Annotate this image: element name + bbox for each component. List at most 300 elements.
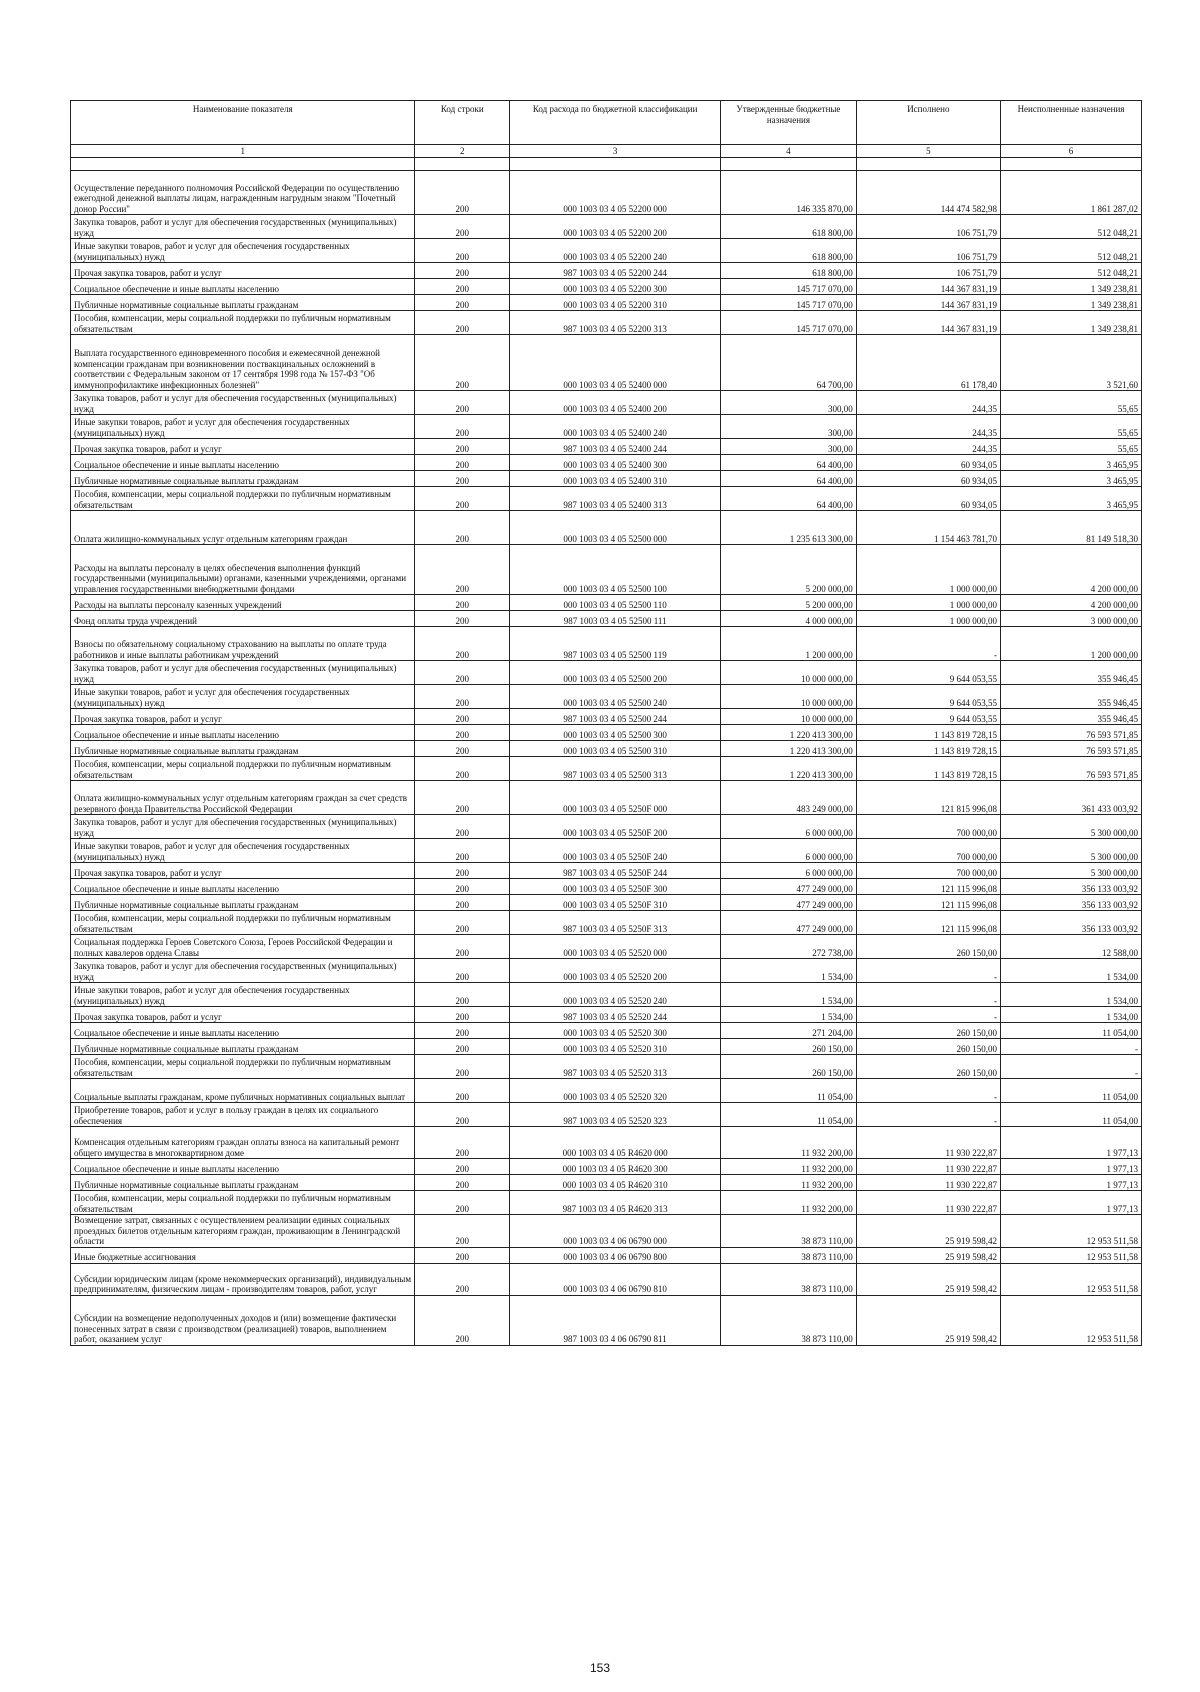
row-name: Субсидии юридическим лицам (кроме некоммерческих организаций), индивидуальным предпринимателям, физическим лицам - производителям товаров, работ, услуг: [71, 1263, 415, 1295]
table-row: [71, 627, 1142, 661]
row-approved: 11 932 200,00: [721, 1191, 857, 1215]
row-line-code: 200: [415, 279, 510, 295]
table-row: [71, 511, 1142, 545]
table-row: [71, 959, 1142, 983]
row-unexecuted: 1 977,13: [1000, 1175, 1141, 1191]
row-expense-code: 987 1003 03 4 06 06790 811: [510, 1295, 721, 1345]
row-expense-code: 000 1003 03 4 05 52400 310: [510, 471, 721, 487]
row-name: Расходы на выплаты персоналу казенных учреждений: [71, 595, 415, 611]
row-executed: 25 919 598,42: [856, 1295, 1000, 1345]
row-line-code: 200: [415, 1175, 510, 1191]
table-row: [71, 685, 1142, 709]
table-row: [71, 911, 1142, 935]
row-expense-code: 000 1003 03 4 05 52200 200: [510, 215, 721, 239]
table-row: [71, 279, 1142, 295]
row-line-code: 200: [415, 1295, 510, 1345]
row-executed: 260 150,00: [856, 1055, 1000, 1079]
row-unexecuted: 11 054,00: [1000, 1079, 1141, 1103]
row-line-code: 200: [415, 1159, 510, 1175]
row-approved: 1 534,00: [721, 983, 857, 1007]
row-executed: 1 143 819 728,15: [856, 725, 1000, 741]
row-line-code: 200: [415, 1103, 510, 1127]
row-name: Пособия, компенсации, меры социальной поддержки по публичным нормативным обязательствам: [71, 311, 415, 335]
column-number-row: [71, 145, 1142, 158]
row-expense-code: 000 1003 03 4 06 06790 810: [510, 1263, 721, 1295]
row-executed: 260 150,00: [856, 1023, 1000, 1039]
row-executed: 106 751,79: [856, 215, 1000, 239]
table-row: [71, 239, 1142, 263]
row-approved: 6 000 000,00: [721, 839, 857, 863]
column-number: 4: [721, 145, 857, 158]
row-executed: 106 751,79: [856, 239, 1000, 263]
row-name: Оплата жилищно-коммунальных услуг отдельным категориям граждан: [71, 511, 415, 545]
row-approved: 1 534,00: [721, 1007, 857, 1023]
table-row: [71, 391, 1142, 415]
row-expense-code: 000 1003 03 4 05 5250F 300: [510, 879, 721, 895]
table-row: [71, 661, 1142, 685]
table-row: [71, 1007, 1142, 1023]
spacer-row: [71, 158, 1142, 171]
row-expense-code: 000 1003 03 4 05 52500 310: [510, 741, 721, 757]
row-unexecuted: 3 000 000,00: [1000, 611, 1141, 627]
row-approved: 1 220 413 300,00: [721, 741, 857, 757]
table-row: [71, 1175, 1142, 1191]
row-unexecuted: 4 200 000,00: [1000, 545, 1141, 595]
table-row: [71, 709, 1142, 725]
row-name: Закупка товаров, работ и услуг для обеспечения государственных (муниципальных) нужд: [71, 215, 415, 239]
row-unexecuted: 3 465,95: [1000, 455, 1141, 471]
row-unexecuted: 12 953 511,58: [1000, 1215, 1141, 1248]
row-approved: 6 000 000,00: [721, 863, 857, 879]
row-unexecuted: -: [1000, 1039, 1141, 1055]
row-line-code: 200: [415, 685, 510, 709]
row-unexecuted: 1 534,00: [1000, 983, 1141, 1007]
row-name: Публичные нормативные социальные выплаты гражданам: [71, 1175, 415, 1191]
row-unexecuted: 355 946,45: [1000, 709, 1141, 725]
row-unexecuted: 12 953 511,58: [1000, 1247, 1141, 1263]
row-line-code: 200: [415, 1079, 510, 1103]
row-unexecuted: 55,65: [1000, 439, 1141, 455]
row-approved: 11 932 200,00: [721, 1175, 857, 1191]
row-expense-code: 000 1003 03 4 05 R4620 310: [510, 1175, 721, 1191]
row-name: Прочая закупка товаров, работ и услуг: [71, 1007, 415, 1023]
header-executed: Исполнено: [856, 101, 1000, 145]
row-expense-code: 000 1003 03 4 05 52200 310: [510, 295, 721, 311]
row-approved: 1 200 000,00: [721, 627, 857, 661]
row-line-code: 200: [415, 1023, 510, 1039]
table-row: [71, 815, 1142, 839]
table-row: [71, 839, 1142, 863]
row-name: Закупка товаров, работ и услуг для обеспечения государственных (муниципальных) нужд: [71, 815, 415, 839]
row-line-code: 200: [415, 391, 510, 415]
row-executed: -: [856, 1103, 1000, 1127]
row-expense-code: 000 1003 03 4 05 52200 000: [510, 171, 721, 215]
row-approved: 64 400,00: [721, 455, 857, 471]
row-approved: 300,00: [721, 415, 857, 439]
row-expense-code: 000 1003 03 4 05 52500 100: [510, 545, 721, 595]
table-row: [71, 935, 1142, 959]
row-name: Иные закупки товаров, работ и услуг для обеспечения государственных (муниципальных) нужд: [71, 983, 415, 1007]
row-unexecuted: 1 977,13: [1000, 1159, 1141, 1175]
row-expense-code: 987 1003 03 4 05 52200 244: [510, 263, 721, 279]
row-name: Компенсация отдельным категориям граждан оплаты взноса на капитальный ремонт общего имущества в многоквартирном доме: [71, 1127, 415, 1159]
row-line-code: 200: [415, 1055, 510, 1079]
row-line-code: 200: [415, 709, 510, 725]
table-row: [71, 1159, 1142, 1175]
table-row: [71, 295, 1142, 311]
row-expense-code: 000 1003 03 4 05 52400 300: [510, 455, 721, 471]
row-line-code: 200: [415, 815, 510, 839]
row-approved: 477 249 000,00: [721, 911, 857, 935]
row-name: Публичные нормативные социальные выплаты гражданам: [71, 895, 415, 911]
table-row: [71, 487, 1142, 511]
row-name: Социальное обеспечение и иные выплаты населению: [71, 455, 415, 471]
row-line-code: 200: [415, 983, 510, 1007]
row-unexecuted: 12 953 511,58: [1000, 1263, 1141, 1295]
row-line-code: 200: [415, 611, 510, 627]
header-line-code: Код строки: [415, 101, 510, 145]
row-line-code: 200: [415, 757, 510, 781]
row-approved: 1 220 413 300,00: [721, 725, 857, 741]
row-approved: 477 249 000,00: [721, 895, 857, 911]
row-approved: 11 054,00: [721, 1079, 857, 1103]
page-number: 153: [589, 1661, 611, 1675]
row-expense-code: 987 1003 03 4 05 52400 244: [510, 439, 721, 455]
row-executed: 144 367 831,19: [856, 295, 1000, 311]
row-name: Закупка товаров, работ и услуг для обеспечения государственных (муниципальных) нужд: [71, 391, 415, 415]
row-executed: 144 367 831,19: [856, 279, 1000, 295]
row-unexecuted: 11 054,00: [1000, 1023, 1141, 1039]
row-approved: 64 400,00: [721, 487, 857, 511]
row-line-code: 200: [415, 1007, 510, 1023]
row-expense-code: 000 1003 03 4 05 R4620 300: [510, 1159, 721, 1175]
row-line-code: 200: [415, 471, 510, 487]
row-name: Иные закупки товаров, работ и услуг для обеспечения государственных (муниципальных) нужд: [71, 839, 415, 863]
row-approved: 10 000 000,00: [721, 661, 857, 685]
row-expense-code: 000 1003 03 4 05 52520 300: [510, 1023, 721, 1039]
row-line-code: 200: [415, 863, 510, 879]
table-row: [71, 415, 1142, 439]
row-line-code: 200: [415, 627, 510, 661]
row-line-code: 200: [415, 1039, 510, 1055]
row-expense-code: 987 1003 03 4 05 52200 313: [510, 311, 721, 335]
row-line-code: 200: [415, 171, 510, 215]
row-executed: 121 115 996,08: [856, 911, 1000, 935]
row-expense-code: 000 1003 03 4 05 52400 240: [510, 415, 721, 439]
row-executed: 25 919 598,42: [856, 1215, 1000, 1248]
row-executed: 25 919 598,42: [856, 1263, 1000, 1295]
header-row: [71, 101, 1142, 145]
row-unexecuted: 356 133 003,92: [1000, 895, 1141, 911]
row-executed: 260 150,00: [856, 935, 1000, 959]
row-unexecuted: 76 593 571,85: [1000, 757, 1141, 781]
row-expense-code: 987 1003 03 4 05 5250F 313: [510, 911, 721, 935]
row-line-code: 200: [415, 487, 510, 511]
row-expense-code: 000 1003 03 4 05 52520 310: [510, 1039, 721, 1055]
row-executed: 700 000,00: [856, 815, 1000, 839]
table-row: [71, 1103, 1142, 1127]
row-approved: 6 000 000,00: [721, 815, 857, 839]
row-expense-code: 987 1003 03 4 05 52500 313: [510, 757, 721, 781]
row-executed: 106 751,79: [856, 263, 1000, 279]
row-unexecuted: 1 861 287,02: [1000, 171, 1141, 215]
row-executed: 25 919 598,42: [856, 1247, 1000, 1263]
row-line-code: 200: [415, 335, 510, 391]
row-unexecuted: 4 200 000,00: [1000, 595, 1141, 611]
table-row: [71, 725, 1142, 741]
row-unexecuted: 55,65: [1000, 415, 1141, 439]
column-number: 6: [1000, 145, 1141, 158]
row-unexecuted: 5 300 000,00: [1000, 815, 1141, 839]
row-approved: 1 235 613 300,00: [721, 511, 857, 545]
row-line-code: 200: [415, 1191, 510, 1215]
row-executed: 244,35: [856, 391, 1000, 415]
column-number: 1: [71, 145, 415, 158]
row-approved: 11 932 200,00: [721, 1127, 857, 1159]
row-name: Пособия, компенсации, меры социальной поддержки по публичным нормативным обязательствам: [71, 757, 415, 781]
row-approved: 618 800,00: [721, 239, 857, 263]
row-executed: 121 815 996,08: [856, 781, 1000, 815]
row-name: Иные закупки товаров, работ и услуг для обеспечения государственных (муниципальных) нужд: [71, 415, 415, 439]
row-line-code: 200: [415, 1247, 510, 1263]
row-unexecuted: 76 593 571,85: [1000, 741, 1141, 757]
row-name: Социальное обеспечение и иные выплаты населению: [71, 879, 415, 895]
row-name: Иные закупки товаров, работ и услуг для обеспечения государственных (муниципальных) нужд: [71, 239, 415, 263]
row-name: Субсидии на возмещение недополученных доходов и (или) возмещение фактически понесенных затрат в связи с производством (реализацией) товаров, выполнением работ, оказанием услуг: [71, 1295, 415, 1345]
column-number: 2: [415, 145, 510, 158]
row-expense-code: 987 1003 03 4 05 52500 244: [510, 709, 721, 725]
row-unexecuted: 12 953 511,58: [1000, 1295, 1141, 1345]
row-expense-code: 987 1003 03 4 05 52500 111: [510, 611, 721, 627]
row-executed: 1 143 819 728,15: [856, 741, 1000, 757]
row-name: Прочая закупка товаров, работ и услуг: [71, 863, 415, 879]
row-executed: 144 367 831,19: [856, 311, 1000, 335]
row-executed: 61 178,40: [856, 335, 1000, 391]
row-approved: 11 932 200,00: [721, 1159, 857, 1175]
row-executed: 144 474 582,98: [856, 171, 1000, 215]
row-expense-code: 000 1003 03 4 05 52200 300: [510, 279, 721, 295]
row-name: Возмещение затрат, связанных с осуществлением реализации единых социальных проездных билетов отдельным категориям граждан, проживающим в Ленинградской области: [71, 1215, 415, 1248]
row-unexecuted: 356 133 003,92: [1000, 911, 1141, 935]
row-approved: 272 738,00: [721, 935, 857, 959]
table-row: [71, 1215, 1142, 1248]
table-row: [71, 595, 1142, 611]
row-expense-code: 000 1003 03 4 05 52500 240: [510, 685, 721, 709]
report-sheet: [70, 100, 1142, 1346]
row-expense-code: 987 1003 03 4 05 52400 313: [510, 487, 721, 511]
row-approved: 260 150,00: [721, 1055, 857, 1079]
row-unexecuted: 12 588,00: [1000, 935, 1141, 959]
row-executed: 1 143 819 728,15: [856, 757, 1000, 781]
column-number: 5: [856, 145, 1000, 158]
row-executed: 1 000 000,00: [856, 545, 1000, 595]
row-expense-code: 000 1003 03 4 05 52500 000: [510, 511, 721, 545]
header-expense-code: Код расхода по бюджетной классификации: [510, 101, 721, 145]
row-approved: 11 054,00: [721, 1103, 857, 1127]
table-row: [71, 741, 1142, 757]
row-name: Пособия, компенсации, меры социальной поддержки по публичным нормативным обязательствам: [71, 1055, 415, 1079]
row-name: Иные закупки товаров, работ и услуг для обеспечения государственных (муниципальных) нужд: [71, 685, 415, 709]
table-body: [71, 171, 1142, 1346]
row-executed: 11 930 222,87: [856, 1159, 1000, 1175]
row-expense-code: 000 1003 03 4 06 06790 800: [510, 1247, 721, 1263]
row-unexecuted: 361 433 003,92: [1000, 781, 1141, 815]
row-line-code: 200: [415, 661, 510, 685]
row-expense-code: 000 1003 03 4 05 52520 200: [510, 959, 721, 983]
row-line-code: 200: [415, 545, 510, 595]
row-expense-code: 987 1003 03 4 05 5250F 244: [510, 863, 721, 879]
row-approved: 64 400,00: [721, 471, 857, 487]
table-row: [71, 1127, 1142, 1159]
row-expense-code: 000 1003 03 4 05 52500 110: [510, 595, 721, 611]
row-unexecuted: 1 534,00: [1000, 1007, 1141, 1023]
row-line-code: 200: [415, 839, 510, 863]
row-expense-code: 000 1003 03 4 05 5250F 200: [510, 815, 721, 839]
row-approved: 271 204,00: [721, 1023, 857, 1039]
row-unexecuted: 1 534,00: [1000, 959, 1141, 983]
row-name: Закупка товаров, работ и услуг для обеспечения государственных (муниципальных) нужд: [71, 661, 415, 685]
row-executed: 9 644 053,55: [856, 685, 1000, 709]
row-line-code: 200: [415, 595, 510, 611]
row-executed: 60 934,05: [856, 487, 1000, 511]
row-approved: 145 717 070,00: [721, 295, 857, 311]
row-executed: 1 000 000,00: [856, 595, 1000, 611]
row-name: Социальное обеспечение и иные выплаты населению: [71, 279, 415, 295]
row-unexecuted: 3 521,60: [1000, 335, 1141, 391]
row-line-code: 200: [415, 911, 510, 935]
row-unexecuted: 355 946,45: [1000, 661, 1141, 685]
row-unexecuted: 5 300 000,00: [1000, 839, 1141, 863]
row-expense-code: 000 1003 03 4 05 R4620 000: [510, 1127, 721, 1159]
row-expense-code: 000 1003 03 4 05 52200 240: [510, 239, 721, 263]
row-approved: 483 249 000,00: [721, 781, 857, 815]
row-approved: 300,00: [721, 391, 857, 415]
row-approved: 1 534,00: [721, 959, 857, 983]
row-approved: 260 150,00: [721, 1039, 857, 1055]
row-expense-code: 000 1003 03 4 05 52400 200: [510, 391, 721, 415]
row-executed: 1 154 463 781,70: [856, 511, 1000, 545]
row-approved: 10 000 000,00: [721, 709, 857, 725]
row-unexecuted: 3 465,95: [1000, 471, 1141, 487]
row-name: Публичные нормативные социальные выплаты гражданам: [71, 471, 415, 487]
table-row: [71, 1263, 1142, 1295]
row-unexecuted: 1 349 238,81: [1000, 279, 1141, 295]
row-name: Иные бюджетные ассигнования: [71, 1247, 415, 1263]
row-approved: 10 000 000,00: [721, 685, 857, 709]
row-line-code: 200: [415, 1127, 510, 1159]
column-number: 3: [510, 145, 721, 158]
row-line-code: 200: [415, 895, 510, 911]
table-row: [71, 171, 1142, 215]
row-expense-code: 000 1003 03 4 05 5250F 310: [510, 895, 721, 911]
row-line-code: 200: [415, 725, 510, 741]
row-line-code: 200: [415, 935, 510, 959]
row-executed: 9 644 053,55: [856, 709, 1000, 725]
row-expense-code: 987 1003 03 4 05 52520 323: [510, 1103, 721, 1127]
row-unexecuted: 3 465,95: [1000, 487, 1141, 511]
row-unexecuted: 356 133 003,92: [1000, 879, 1141, 895]
row-expense-code: 987 1003 03 4 05 52520 313: [510, 1055, 721, 1079]
row-approved: 145 717 070,00: [721, 279, 857, 295]
row-unexecuted: 1 977,13: [1000, 1191, 1141, 1215]
row-name: Взносы по обязательному социальному страхованию на выплаты по оплате труда работников и иные выплаты работникам учреждений: [71, 627, 415, 661]
row-line-code: 200: [415, 239, 510, 263]
row-unexecuted: 1 200 000,00: [1000, 627, 1141, 661]
row-executed: 11 930 222,87: [856, 1175, 1000, 1191]
row-approved: 300,00: [721, 439, 857, 455]
table-row: [71, 335, 1142, 391]
row-executed: 260 150,00: [856, 1039, 1000, 1055]
row-approved: 38 873 110,00: [721, 1247, 857, 1263]
row-unexecuted: 11 054,00: [1000, 1103, 1141, 1127]
row-name: Расходы на выплаты персоналу в целях обеспечения выполнения функций государственными (муниципальными) органами, казенными учреждениями, органами управления государственными внебюджетными фондами: [71, 545, 415, 595]
row-name: Осуществление переданного полномочия Российской Федерации по осуществлению ежегодной денежной выплаты лицам, награжденным нагрудным знаком "Почетный донор России": [71, 171, 415, 215]
row-name: Публичные нормативные социальные выплаты гражданам: [71, 295, 415, 311]
row-line-code: 200: [415, 439, 510, 455]
row-line-code: 200: [415, 215, 510, 239]
row-unexecuted: 512 048,21: [1000, 215, 1141, 239]
row-line-code: 200: [415, 781, 510, 815]
row-unexecuted: 5 300 000,00: [1000, 863, 1141, 879]
row-line-code: 200: [415, 879, 510, 895]
table-row: [71, 895, 1142, 911]
row-expense-code: 987 1003 03 4 05 52520 244: [510, 1007, 721, 1023]
row-executed: -: [856, 983, 1000, 1007]
row-expense-code: 000 1003 03 4 05 52500 300: [510, 725, 721, 741]
row-approved: 1 220 413 300,00: [721, 757, 857, 781]
row-unexecuted: 55,65: [1000, 391, 1141, 415]
row-unexecuted: -: [1000, 1055, 1141, 1079]
row-approved: 38 873 110,00: [721, 1263, 857, 1295]
row-name: Прочая закупка товаров, работ и услуг: [71, 439, 415, 455]
row-name: Прочая закупка товаров, работ и услуг: [71, 709, 415, 725]
row-line-code: 200: [415, 511, 510, 545]
row-name: Фонд оплаты труда учреждений: [71, 611, 415, 627]
row-approved: 145 717 070,00: [721, 311, 857, 335]
row-name: Публичные нормативные социальные выплаты гражданам: [71, 1039, 415, 1055]
row-executed: 244,35: [856, 415, 1000, 439]
row-expense-code: 000 1003 03 4 05 5250F 000: [510, 781, 721, 815]
row-expense-code: 000 1003 03 4 05 52520 320: [510, 1079, 721, 1103]
row-line-code: 200: [415, 295, 510, 311]
row-name: Пособия, компенсации, меры социальной поддержки по публичным нормативным обязательствам: [71, 487, 415, 511]
row-approved: 618 800,00: [721, 215, 857, 239]
row-line-code: 200: [415, 311, 510, 335]
table-row: [71, 1023, 1142, 1039]
table-row: [71, 1191, 1142, 1215]
row-executed: -: [856, 627, 1000, 661]
row-unexecuted: 81 149 518,30: [1000, 511, 1141, 545]
row-expense-code: 000 1003 03 4 06 06790 000: [510, 1215, 721, 1248]
table-row: [71, 983, 1142, 1007]
header-name: Наименование показателя: [71, 101, 415, 145]
table-row: [71, 1247, 1142, 1263]
row-line-code: 200: [415, 1215, 510, 1248]
table-row: [71, 879, 1142, 895]
row-executed: 11 930 222,87: [856, 1127, 1000, 1159]
table-row: [71, 311, 1142, 335]
row-name: Публичные нормативные социальные выплаты гражданам: [71, 741, 415, 757]
row-approved: 38 873 110,00: [721, 1295, 857, 1345]
row-approved: 146 335 870,00: [721, 171, 857, 215]
table-row: [71, 863, 1142, 879]
row-line-code: 200: [415, 455, 510, 471]
row-name: Пособия, компенсации, меры социальной поддержки по публичным нормативным обязательствам: [71, 1191, 415, 1215]
row-unexecuted: 512 048,21: [1000, 263, 1141, 279]
row-name: Пособия, компенсации, меры социальной поддержки по публичным нормативным обязательствам: [71, 911, 415, 935]
row-expense-code: 000 1003 03 4 05 52400 000: [510, 335, 721, 391]
header-unexecuted: Неисполненные назначения: [1000, 101, 1141, 145]
